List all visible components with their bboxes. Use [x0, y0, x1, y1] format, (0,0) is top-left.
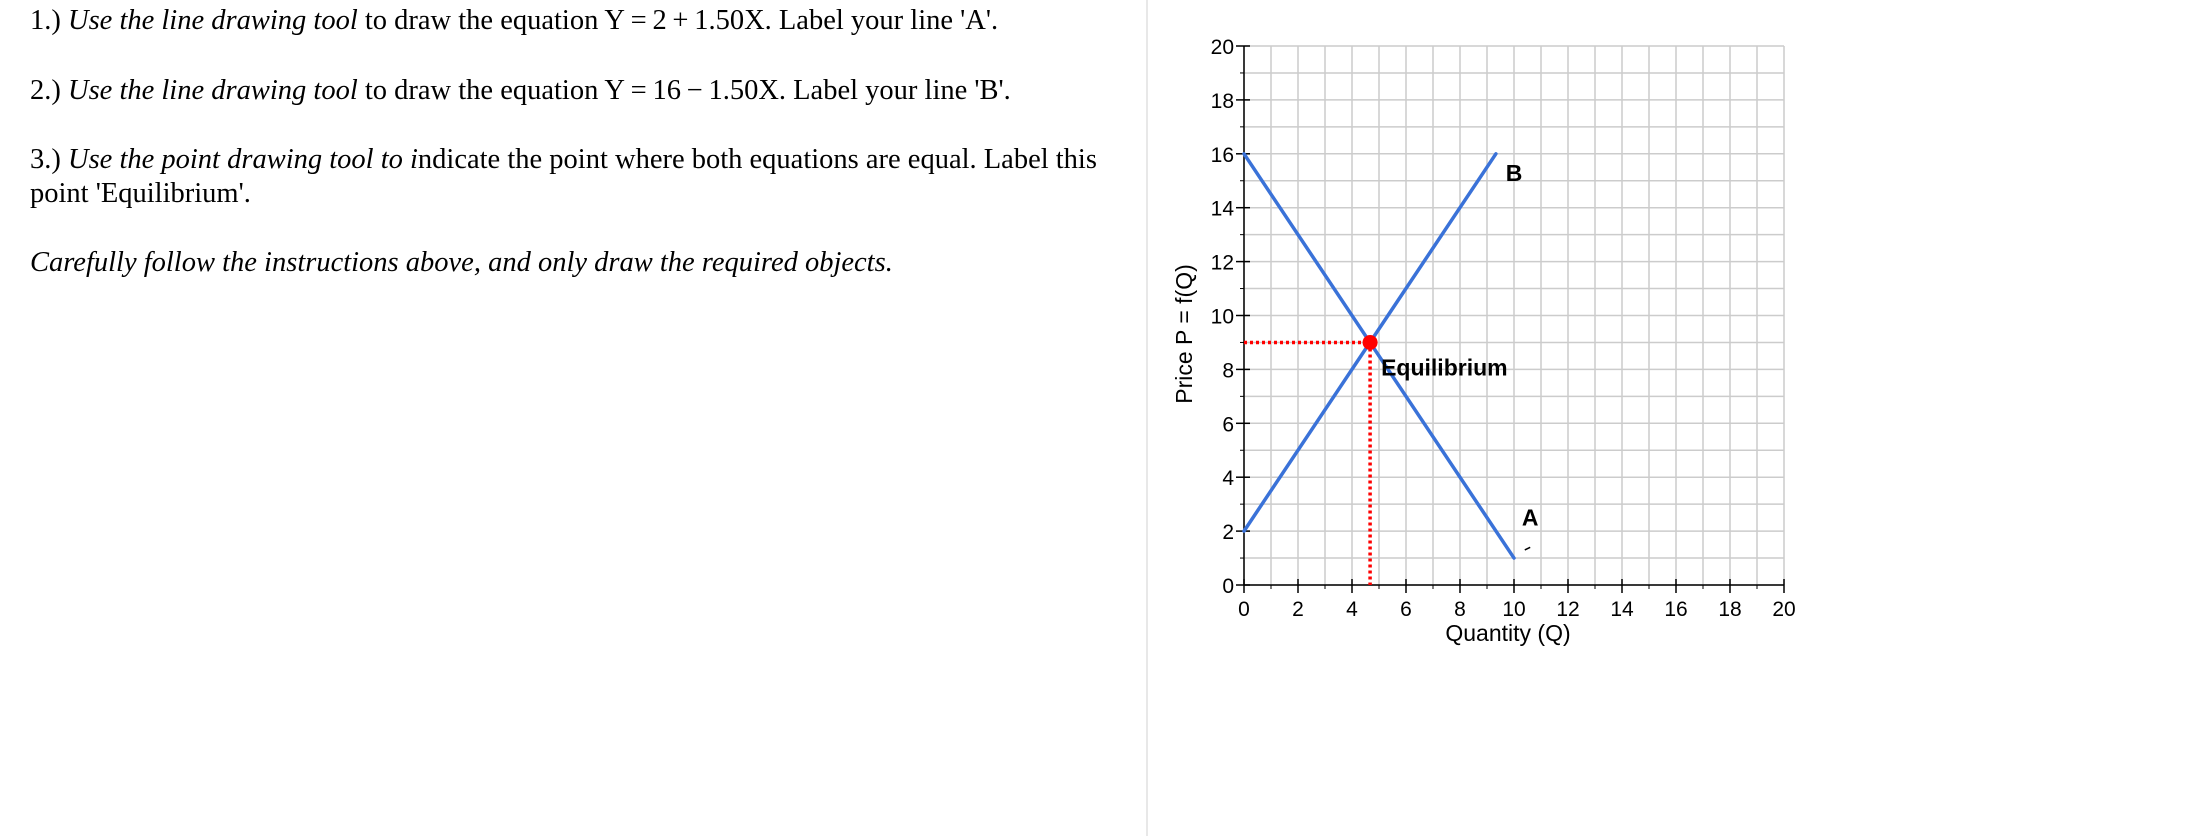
equilibrium-guides [1244, 342, 1370, 585]
instruction-1-number: 1.) [30, 5, 61, 36]
equilibrium-point[interactable] [1363, 335, 1378, 350]
x-tick-label: 6 [1400, 598, 1412, 621]
instruction-2-tool: Use the line drawing tool [68, 75, 358, 106]
instruction-note-text: Carefully follow the instructions above, and only draw the required objects. [30, 247, 893, 278]
equilibrium-label: Equilibrium [1381, 354, 1508, 381]
x-tick-label: 18 [1718, 598, 1742, 621]
instruction-3-tool: Use the point drawing tool to i [68, 144, 418, 175]
x-tick-label: 20 [1772, 598, 1796, 621]
y-tick-label: 16 [1210, 143, 1234, 167]
instruction-1-text: to draw the equation Y = 2 + 1.50X. Label your line 'A'. [364, 5, 999, 36]
label-b: B [1505, 159, 1523, 186]
y-tick-label: 6 [1222, 413, 1234, 437]
label-a-marker [1525, 547, 1530, 550]
x-tick-label: 10 [1502, 598, 1526, 621]
y-tick-label: 2 [1222, 521, 1234, 545]
x-tick-label: 14 [1610, 598, 1634, 621]
instruction-3-text: ndicate the point where both equations are equal. Label this point 'Equilibrium'. [30, 144, 1097, 209]
x-tick-label: 2 [1292, 598, 1304, 621]
instruction-2-text: to draw the equation Y = 16 − 1.50X. Label your line 'B'. [364, 75, 1011, 106]
x-tick-label: 16 [1664, 598, 1688, 621]
label-a: A [1521, 504, 1539, 531]
y-tick-label: 10 [1210, 305, 1234, 329]
y-tick-label: 20 [1210, 36, 1234, 59]
instruction-1-tool: Use the line drawing tool [68, 5, 358, 36]
x-tick-label: 12 [1556, 598, 1580, 621]
grid [1244, 46, 1784, 585]
x-tick-label: 0 [1238, 598, 1250, 621]
y-tick-label: 14 [1210, 197, 1234, 221]
y-tick-label: 12 [1210, 251, 1234, 275]
y-tick-label: 18 [1210, 89, 1234, 113]
y-tick-label: 8 [1222, 359, 1234, 383]
instruction-3-number: 3.) [30, 144, 61, 175]
y-tick-label: 4 [1222, 467, 1234, 491]
x-axis-label: Quantity (Q) [1445, 620, 1571, 646]
y-tick-label: 0 [1222, 575, 1234, 598]
x-tick-label: 4 [1346, 598, 1358, 621]
x-tick-label: 8 [1454, 598, 1466, 621]
instruction-2-number: 2.) [30, 75, 61, 106]
y-axis-label: Price P = f(Q) [1171, 264, 1197, 404]
